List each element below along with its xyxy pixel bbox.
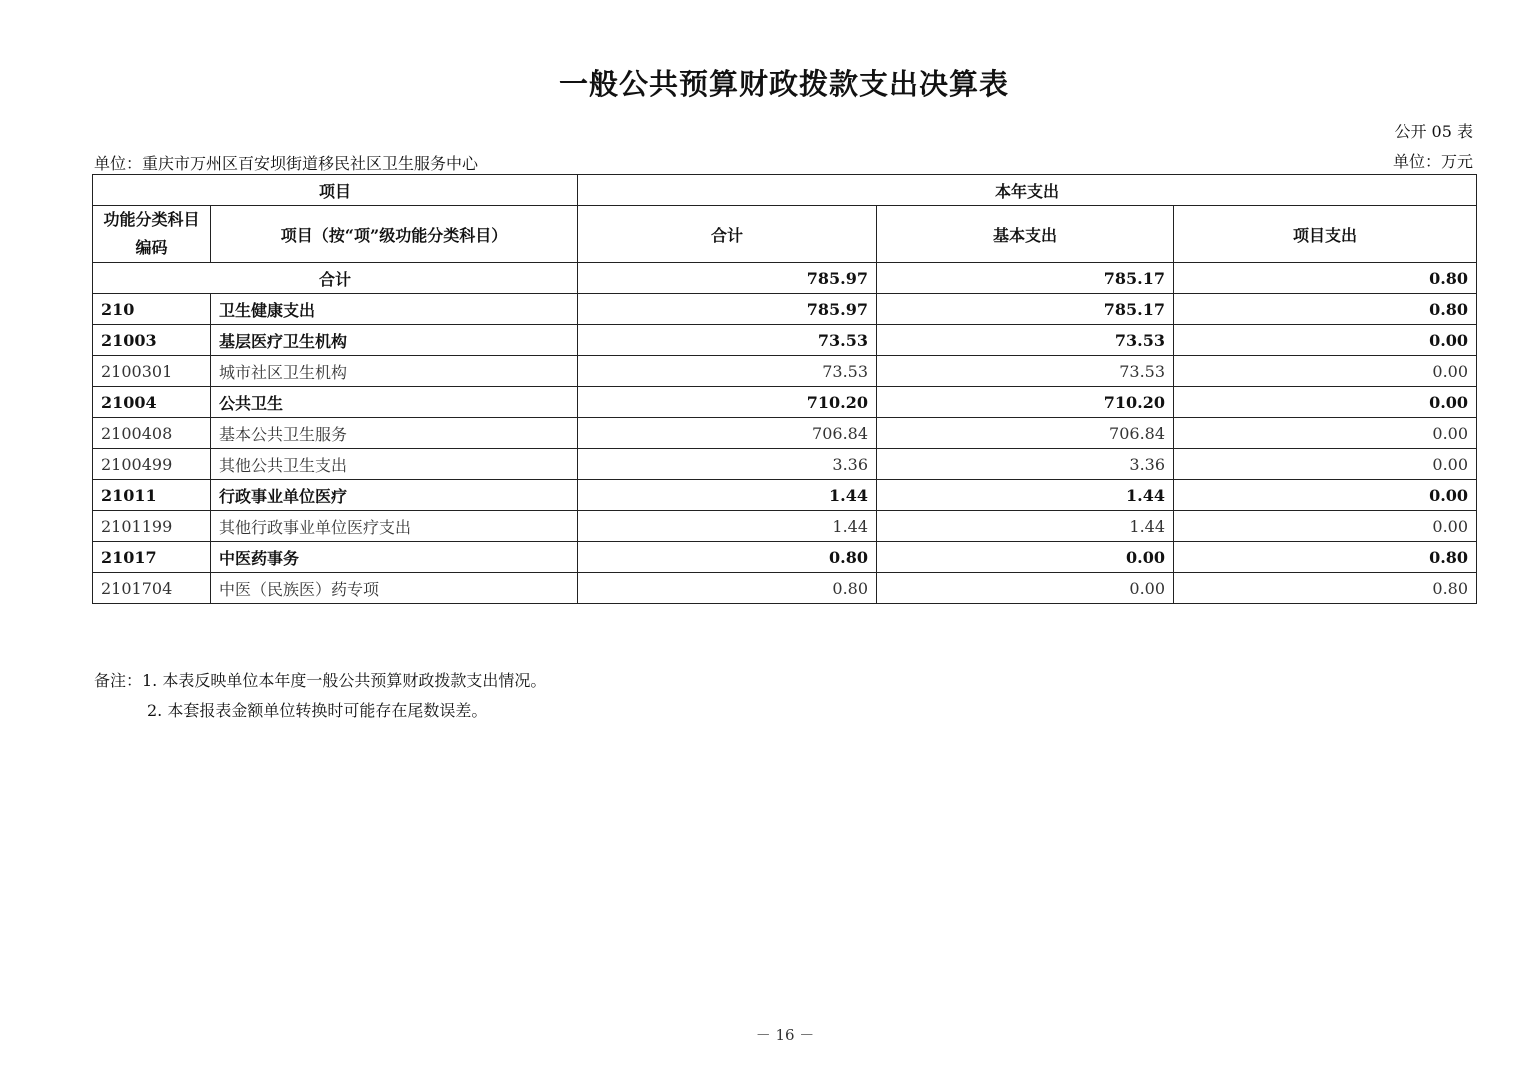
row-total: 710.20 (578, 387, 877, 418)
table-row (93, 294, 1477, 325)
row-project: 0.00 (1174, 480, 1477, 511)
row-name: 卫生健康支出 (211, 294, 578, 325)
header-row-1 (93, 175, 1477, 206)
row-code: 21017 (93, 542, 211, 573)
row-project: 0.00 (1174, 325, 1477, 356)
header-project: 项目 (93, 175, 578, 206)
row-total: 73.53 (578, 325, 877, 356)
total-basic: 785.17 (877, 263, 1174, 294)
expenditure-table (92, 174, 1477, 604)
row-code: 2100408 (93, 418, 211, 449)
row-total: 0.80 (578, 542, 877, 573)
row-basic: 710.20 (877, 387, 1174, 418)
notes (94, 666, 546, 726)
page-title: 一般公共预算财政拨款支出决算表 (558, 67, 1009, 101)
table-row (93, 418, 1477, 449)
header-project-expense: 项目支出 (1174, 206, 1477, 263)
row-basic: 1.44 (877, 480, 1174, 511)
row-name: 城市社区卫生机构 (211, 356, 578, 387)
row-project: 0.00 (1174, 511, 1477, 542)
row-project: 0.00 (1174, 418, 1477, 449)
header-total: 合计 (578, 206, 877, 263)
row-code: 2101704 (93, 573, 211, 604)
row-basic: 73.53 (877, 325, 1174, 356)
total-label: 合计 (93, 263, 578, 294)
row-code: 210 (93, 294, 211, 325)
row-project: 0.00 (1174, 356, 1477, 387)
row-total: 706.84 (578, 418, 877, 449)
row-project: 0.80 (1174, 573, 1477, 604)
table-row (93, 325, 1477, 356)
note-1: 备注：1. 本表反映单位本年度一般公共预算财政拨款支出情况。 (94, 671, 547, 690)
row-name: 行政事业单位医疗 (211, 480, 578, 511)
row-basic: 1.44 (877, 511, 1174, 542)
row-name: 其他行政事业单位医疗支出 (211, 511, 578, 542)
page-number: － 16 － (755, 1026, 815, 1044)
row-project: 0.80 (1174, 542, 1477, 573)
row-total: 3.36 (578, 449, 877, 480)
row-name: 基层医疗卫生机构 (211, 325, 578, 356)
row-total: 1.44 (578, 511, 877, 542)
table-row (93, 511, 1477, 542)
currency-unit: 单位：万元 (1392, 152, 1473, 171)
row-name: 基本公共卫生服务 (211, 418, 578, 449)
row-name: 中医（民族医）药专项 (211, 573, 578, 604)
table-row (93, 542, 1477, 573)
row-project: 0.00 (1174, 449, 1477, 480)
row-total: 73.53 (578, 356, 877, 387)
row-total: 0.80 (578, 573, 877, 604)
form-number: 公开 05 表 (1394, 122, 1473, 141)
row-basic: 706.84 (877, 418, 1174, 449)
row-code: 21004 (93, 387, 211, 418)
row-basic: 73.53 (877, 356, 1174, 387)
row-code: 2100499 (93, 449, 211, 480)
header-basic: 基本支出 (877, 206, 1174, 263)
table-row (93, 573, 1477, 604)
row-basic: 785.17 (877, 294, 1174, 325)
row-total: 1.44 (578, 480, 877, 511)
table-row (93, 387, 1477, 418)
row-basic: 0.00 (877, 542, 1174, 573)
row-project: 0.00 (1174, 387, 1477, 418)
header-code: 功能分类科目编码 (93, 206, 211, 263)
row-code: 2100301 (93, 356, 211, 387)
reporting-unit: 单位：重庆市万州区百安坝街道移民社区卫生服务中心 (94, 154, 479, 173)
row-name: 中医药事务 (211, 542, 578, 573)
row-code: 2101199 (93, 511, 211, 542)
row-code: 21003 (93, 325, 211, 356)
total-amount: 785.97 (578, 263, 877, 294)
table-row (93, 449, 1477, 480)
row-name: 公共卫生 (211, 387, 578, 418)
row-total: 785.97 (578, 294, 877, 325)
row-name: 其他公共卫生支出 (211, 449, 578, 480)
table-row (93, 356, 1477, 387)
total-row (93, 263, 1477, 294)
row-basic: 0.00 (877, 573, 1174, 604)
table-row (93, 480, 1477, 511)
row-project: 0.80 (1174, 294, 1477, 325)
header-name: 项目（按“项”级功能分类科目） (211, 206, 578, 263)
header-current-year: 本年支出 (578, 175, 1477, 206)
row-code: 21011 (93, 480, 211, 511)
header-row-2 (93, 206, 1477, 263)
row-basic: 3.36 (877, 449, 1174, 480)
total-project: 0.80 (1174, 263, 1477, 294)
note-2: 2. 本套报表金额单位转换时可能存在尾数误差。 (147, 701, 488, 720)
